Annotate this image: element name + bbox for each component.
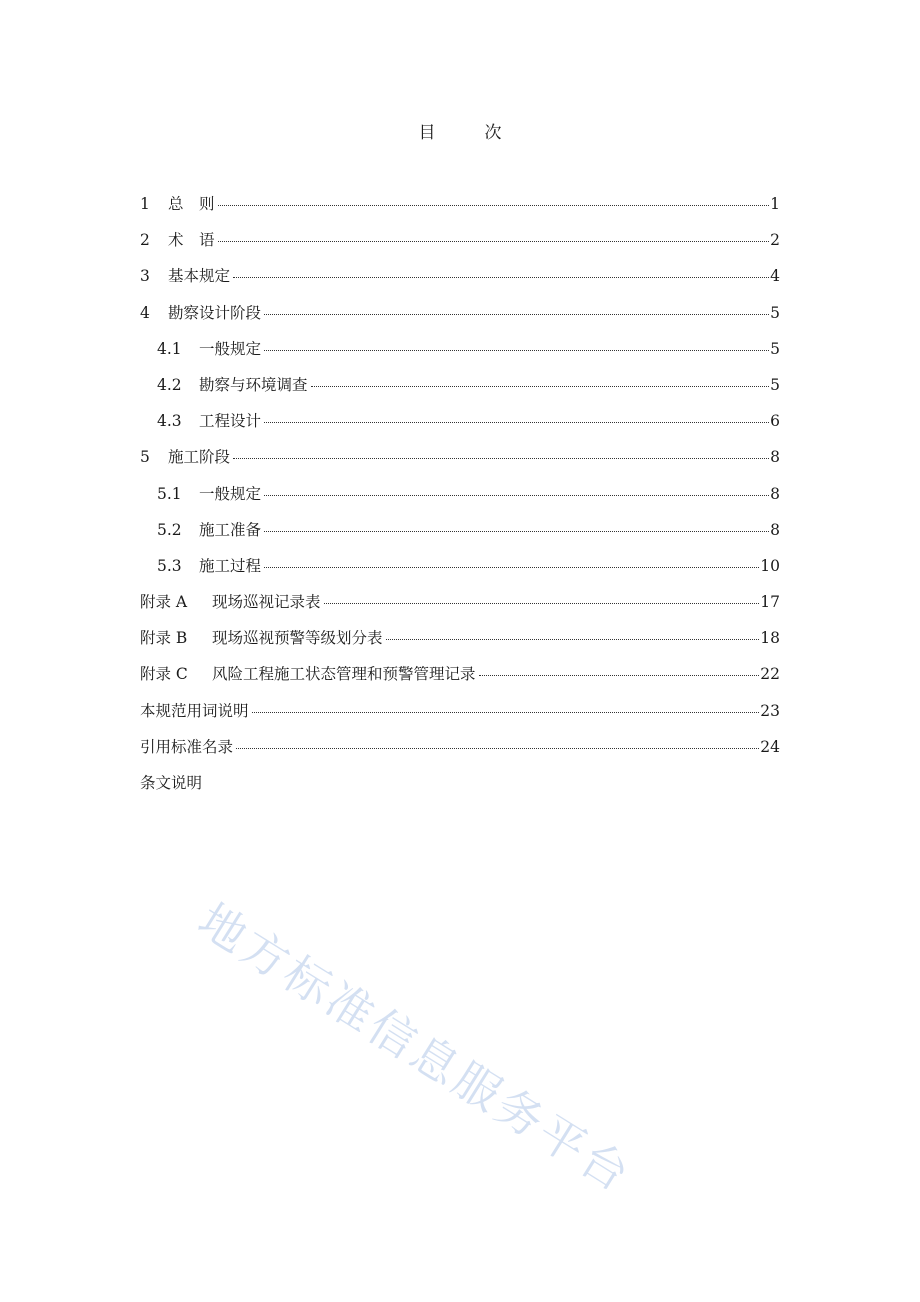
toc-entry-label: 勘察与环境调查 — [199, 375, 308, 394]
toc-entry[interactable] — [140, 693, 780, 729]
toc-entry[interactable] — [140, 656, 780, 692]
toc-entry-number: 附录 A — [140, 593, 188, 612]
toc-entry-number: 4.1 — [157, 339, 182, 358]
toc-dot-leader — [264, 494, 769, 496]
toc-entry-label: 勘察设计阶段 — [168, 303, 262, 322]
toc-dot-leader — [236, 747, 759, 749]
toc-entry-label: 条文说明 — [140, 774, 203, 792]
toc-dot-leader — [264, 421, 769, 423]
toc-entry-number: 2 — [140, 231, 150, 250]
toc-entry[interactable] — [140, 620, 780, 656]
toc-page-number: 22 — [760, 665, 780, 684]
toc-dot-leader — [252, 711, 760, 713]
toc-entry-label: 术 语 — [168, 231, 215, 250]
toc-page-number: 5 — [770, 339, 780, 358]
page-title: 目 次 — [418, 123, 518, 143]
toc-entry[interactable] — [140, 331, 780, 367]
toc-dot-leader — [218, 204, 770, 206]
toc-entry-number: 4.2 — [157, 375, 182, 394]
toc-entry[interactable] — [140, 439, 780, 475]
toc-entry[interactable] — [140, 512, 780, 548]
toc-dot-leader — [233, 457, 769, 459]
toc-page-number: 17 — [760, 593, 780, 612]
toc-entry-number: 附录 C — [140, 665, 188, 684]
toc-page-number: 8 — [770, 484, 780, 503]
toc-entry[interactable] — [140, 295, 780, 331]
toc-entry-label: 施工过程 — [199, 556, 262, 575]
toc-entry[interactable] — [140, 186, 780, 222]
toc-dot-leader — [233, 276, 769, 278]
toc-entry-number: 5.3 — [157, 556, 182, 575]
toc-entry[interactable] — [140, 222, 780, 258]
toc-page-number: 4 — [770, 267, 780, 286]
toc-entry-number: 5.2 — [157, 520, 182, 539]
toc-entry-label: 工程设计 — [199, 412, 262, 431]
toc-entry-number: 附录 B — [140, 629, 188, 648]
toc-page-number: 18 — [760, 629, 780, 648]
toc-entry[interactable] — [140, 584, 780, 620]
toc-page-number: 8 — [770, 448, 780, 467]
toc-page-number: 1 — [770, 195, 780, 213]
toc-page-number: 10 — [760, 556, 780, 575]
toc-dot-leader — [264, 313, 769, 315]
table-of-contents — [140, 186, 780, 801]
toc-entry-number: 4 — [140, 303, 150, 322]
toc-entry-label: 一般规定 — [199, 484, 262, 503]
toc-entry-label: 本规范用词说明 — [140, 701, 249, 720]
toc-entry[interactable] — [140, 403, 780, 439]
toc-dot-leader — [386, 638, 760, 640]
toc-entry[interactable] — [140, 729, 780, 765]
toc-entry[interactable] — [140, 548, 780, 584]
toc-entry-number: 5 — [140, 448, 150, 467]
toc-dot-leader — [264, 566, 759, 568]
toc-entry-number: 1 — [140, 195, 150, 213]
toc-page-number: 6 — [770, 412, 780, 431]
toc-entry-label: 施工准备 — [199, 520, 262, 539]
toc-entry-label: 基本规定 — [168, 267, 231, 286]
toc-entry[interactable] — [140, 367, 780, 403]
toc-page-number: 5 — [770, 303, 780, 322]
toc-page-number: 8 — [770, 520, 780, 539]
toc-entry[interactable] — [140, 765, 780, 801]
toc-entry[interactable] — [140, 258, 780, 294]
toc-entry-label: 引用标准名录 — [140, 737, 234, 756]
toc-page-number: 24 — [760, 737, 780, 756]
toc-entry-label: 总 则 — [168, 195, 215, 213]
toc-page-number: 23 — [760, 701, 780, 720]
toc-entry[interactable] — [140, 476, 780, 512]
toc-entry-number: 3 — [140, 267, 150, 286]
toc-dot-leader — [218, 240, 770, 242]
toc-dot-leader — [264, 530, 769, 532]
toc-dot-leader — [264, 349, 769, 351]
toc-entry-number: 5.1 — [157, 484, 182, 503]
toc-entry-label: 施工阶段 — [168, 448, 231, 467]
toc-dot-leader — [324, 602, 760, 604]
toc-entry-number: 4.3 — [157, 412, 182, 431]
toc-entry-label: 现场巡视预警等级划分表 — [212, 629, 383, 648]
toc-entry-label: 风险工程施工状态管理和预警管理记录 — [212, 665, 476, 684]
watermark: 地方标准信息服务平台 — [189, 892, 642, 1204]
toc-page-number: 2 — [770, 231, 780, 250]
toc-dot-leader — [479, 674, 760, 676]
toc-entry-label: 现场巡视记录表 — [212, 593, 321, 612]
toc-page-number: 5 — [770, 375, 780, 394]
toc-dot-leader — [311, 385, 770, 387]
toc-entry-label: 一般规定 — [199, 339, 262, 358]
